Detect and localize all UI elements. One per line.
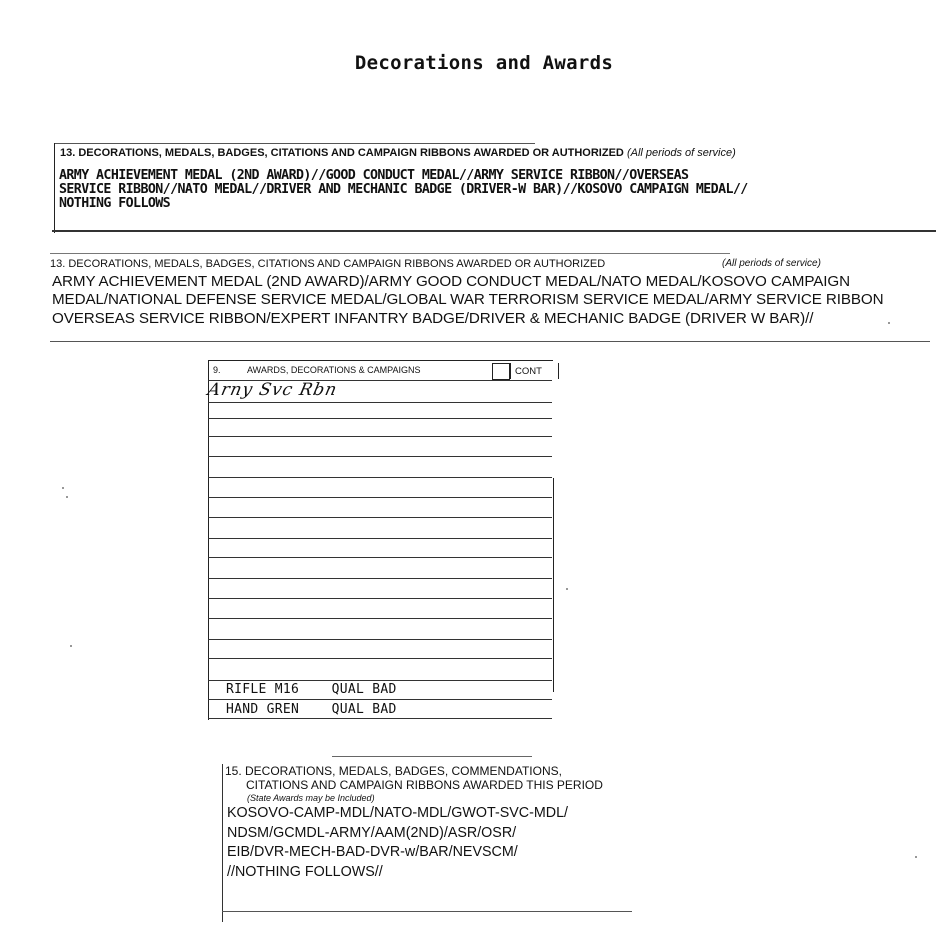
form-rule (208, 699, 552, 700)
awards-line: MEDAL/NATIONAL DEFENSE SERVICE MEDAL/GLOBAL WAR TERRORISM SERVICE MEDAL/ARMY SERVICE RIBBON (52, 291, 884, 308)
scan-speck (66, 496, 68, 498)
header-text: 13. DECORATIONS, MEDALS, BADGES, CITATIONS AND CAMPAIGN RIBBONS AWARDED OR AUTHORIZED (60, 147, 624, 159)
form-rule (208, 538, 552, 539)
frame-left (208, 360, 209, 720)
header-note: (All periods of service) (626, 147, 736, 159)
section-header: 13. DECORATIONS, MEDALS, BADGES, CITATIONS AND CAMPAIGN RIBBONS AWARDED OR AUTHORIZED (50, 258, 606, 270)
qualification-line: HAND GREN QUAL BAD (226, 702, 397, 717)
field-number: 9. (213, 365, 221, 375)
header-note: (All periods of service) (722, 258, 821, 269)
awards-line: NOTHING FOLLOWS (59, 196, 171, 211)
awards-line: KOSOVO-CAMP-MDL/NATO-MDL/GWOT-SVC-MDL/ (227, 805, 569, 821)
form-rule (208, 497, 552, 498)
field-note: (State Awards may be Included) (247, 793, 375, 803)
section-divider (52, 230, 936, 232)
top-rule (332, 756, 532, 757)
section-header (60, 147, 736, 159)
form-rule (208, 578, 552, 579)
form-rule (208, 718, 552, 719)
field-header: AWARDS, DECORATIONS & CAMPAIGNS (247, 365, 421, 375)
handwritten-entry: Arny Svc Rbn (205, 380, 340, 400)
qualification-line: RIFLE M16 QUAL BAD (226, 682, 397, 697)
form-rule (208, 517, 552, 518)
form-rule (208, 436, 552, 437)
form-rule (208, 402, 552, 403)
scan-speck (566, 588, 568, 590)
ncoer-awards-block (222, 756, 642, 926)
frame-top (208, 360, 553, 361)
form-rule (208, 380, 552, 381)
form-rule (208, 680, 552, 681)
form-rule (208, 557, 552, 558)
bottom-rule (222, 911, 632, 912)
field-header-continued: CITATIONS AND CAMPAIGN RIBBONS AWARDED THIS PERIOD (246, 778, 603, 792)
awards-line: SERVICE RIBBON//NATO MEDAL//DRIVER AND MECHANIC BADGE (DRIVER-W BAR)//KOSOVO CAMPAIGN MEDAL// (59, 182, 748, 197)
scan-speck (888, 322, 890, 324)
awards-line: NDSM/GCMDL-ARMY/AAM(2ND)/ASR/OSR/ (227, 825, 517, 841)
form-rule (208, 598, 552, 599)
awards-line: EIB/DVR-MECH-BAD-DVR-w/BAR/NEVSCM/ (227, 844, 518, 860)
awards-line: ARMY ACHIEVEMENT MEDAL (2ND AWARD)//GOOD CONDUCT MEDAL//ARMY SERVICE RIBBON//OVERSEAS (59, 168, 689, 183)
cont-checkbox[interactable] (492, 363, 510, 380)
bottom-rule (50, 341, 930, 342)
form-rule (208, 477, 552, 478)
scan-speck (915, 856, 917, 858)
form-rule (208, 418, 552, 419)
awards-text (59, 169, 939, 211)
dd214-excerpt-typed (54, 143, 935, 233)
form-rule (208, 618, 552, 619)
form-rule (208, 456, 552, 457)
page-title: Decorations and Awards (354, 52, 614, 74)
top-rule (50, 253, 730, 254)
awards-line: //NOTHING FOLLOWS// (227, 864, 383, 880)
awards-line: OVERSEAS SERVICE RIBBON/EXPERT INFANTRY BADGE/DRIVER & MECHANIC BADGE (DRIVER W BAR)// (52, 310, 814, 327)
frame-right (553, 478, 554, 692)
cont-label: CONT (510, 363, 559, 379)
scan-speck (70, 645, 72, 647)
awards-form-box (205, 360, 556, 720)
scan-speck (62, 487, 64, 489)
field-header: 15. DECORATIONS, MEDALS, BADGES, COMMENDATIONS, (225, 764, 562, 778)
frame-left (222, 764, 223, 922)
form-rule (208, 639, 552, 640)
form-rule (208, 658, 552, 659)
awards-line: ARMY ACHIEVEMENT MEDAL (2ND AWARD)/ARMY GOOD CONDUCT MEDAL/NATO MEDAL/KOSOVO CAMPAIGN (52, 273, 850, 290)
dd214-excerpt-printed (50, 253, 935, 343)
top-rule (55, 143, 535, 144)
